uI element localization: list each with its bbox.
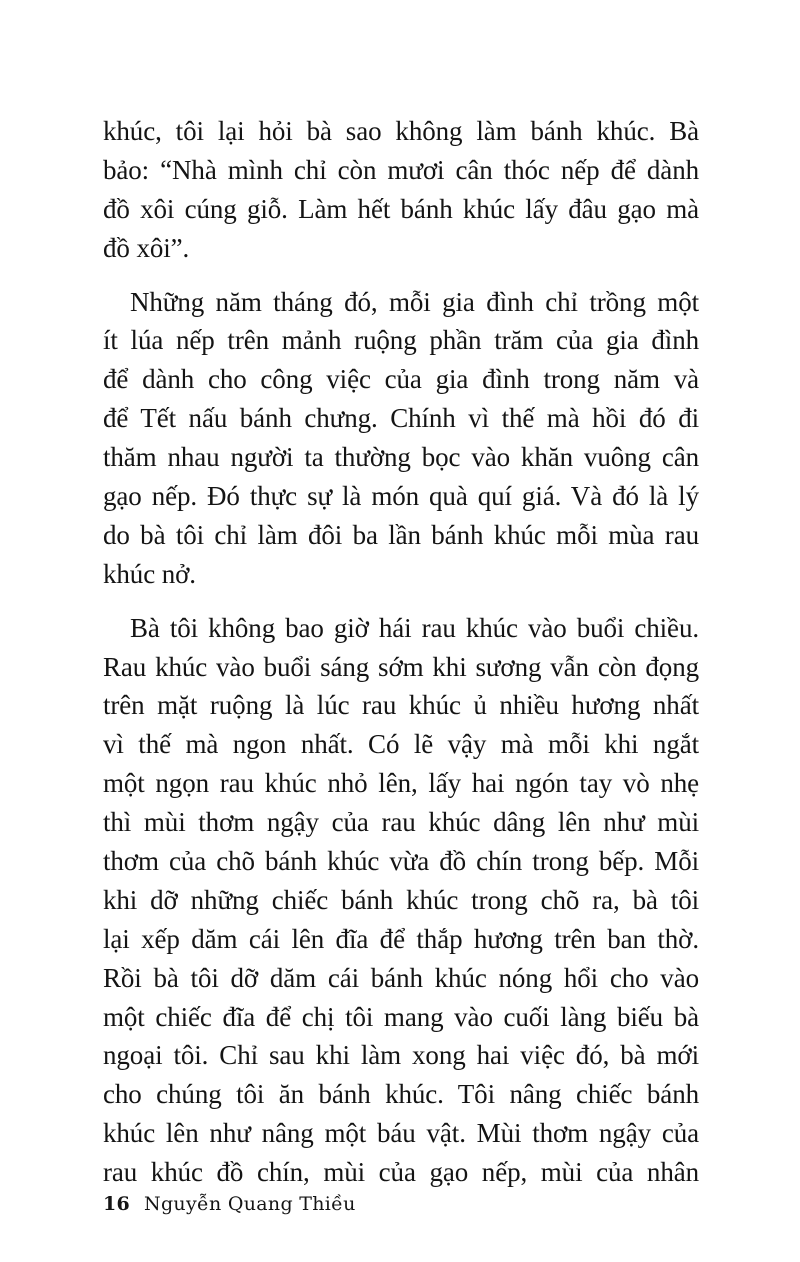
text-line: Những năm tháng đó, mỗi gia đình chỉ trồng một xyxy=(130,286,699,317)
text-line: Bà tôi không bao giờ hái rau khúc vào buổi chiều. xyxy=(130,612,699,643)
text-line: rau khúc đồ chín, mùi của gạo nếp, mùi của nhân xyxy=(103,1157,699,1188)
book-page-body xyxy=(103,112,699,1192)
paragraph-3 xyxy=(103,609,699,1192)
page-footer xyxy=(103,1193,356,1215)
page-number: 16 xyxy=(103,1193,131,1215)
text-line: khi dỡ những chiếc bánh khúc trong chõ ra, bà tôi xyxy=(103,884,699,915)
text-line: khúc nở. xyxy=(103,558,196,589)
text-line: một chiếc đĩa để chị tôi mang vào cuối làng biếu bà xyxy=(103,1001,699,1032)
text-line: thơm của chõ bánh khúc vừa đồ chín trong bếp. Mỗi xyxy=(103,846,699,877)
paragraph-2 xyxy=(103,283,699,594)
text-line: vì thế mà ngon nhất. Có lẽ vậy mà mỗi khi ngắt xyxy=(103,729,699,760)
text-line: đồ xôi cúng giỗ. Làm hết bánh khúc lấy đâu gạo mà xyxy=(103,193,699,224)
text-line: một ngọn rau khúc nhỏ lên, lấy hai ngón tay vò nhẹ xyxy=(103,768,699,799)
text-line: trên mặt ruộng là lúc rau khúc ủ nhiều hương nhất xyxy=(103,690,699,721)
paragraph-1 xyxy=(103,112,699,268)
text-line: Rau khúc vào buổi sáng sớm khi sương vẫn còn đọng xyxy=(103,651,699,682)
text-line: để Tết nấu bánh chưng. Chính vì thế mà hồi đó đi xyxy=(103,403,699,434)
text-line: gạo nếp. Đó thực sự là món quà quí giá. Và đó là lý xyxy=(103,481,699,512)
text-line: khúc, tôi lại hỏi bà sao không làm bánh khúc. Bà xyxy=(103,116,699,146)
text-line: để dành cho công việc của gia đình trong năm và xyxy=(103,364,699,395)
text-line: bảo: “Nhà mình chỉ còn mươi cân thóc nếp để dành xyxy=(103,154,699,185)
text-line: cho chúng tôi ăn bánh khúc. Tôi nâng chiếc bánh xyxy=(103,1079,699,1110)
text-line: do bà tôi chỉ làm đôi ba lần bánh khúc mỗi mùa rau xyxy=(103,519,699,550)
text-line: lại xếp dăm cái lên đĩa để thắp hương trên ban thờ. xyxy=(103,923,699,954)
text-line: đồ xôi”. xyxy=(103,232,190,263)
text-line: Rồi bà tôi dỡ dăm cái bánh khúc nóng hổi cho vào xyxy=(103,962,699,993)
text-line: ngoại tôi. Chỉ sau khi làm xong hai việc đó, bà mới xyxy=(103,1040,699,1071)
text-line: ít lúa nếp trên mảnh ruộng phần trăm của gia đình xyxy=(103,325,699,356)
author-name: Nguyễn Quang Thiều xyxy=(144,1193,356,1215)
text-line: khúc lên như nâng một báu vật. Mùi thơm ngậy của xyxy=(103,1118,699,1149)
text-line: thì mùi thơm ngậy của rau khúc dâng lên như mùi xyxy=(103,807,699,838)
text-line: thăm nhau người ta thường bọc vào khăn vuông cân xyxy=(103,442,699,473)
